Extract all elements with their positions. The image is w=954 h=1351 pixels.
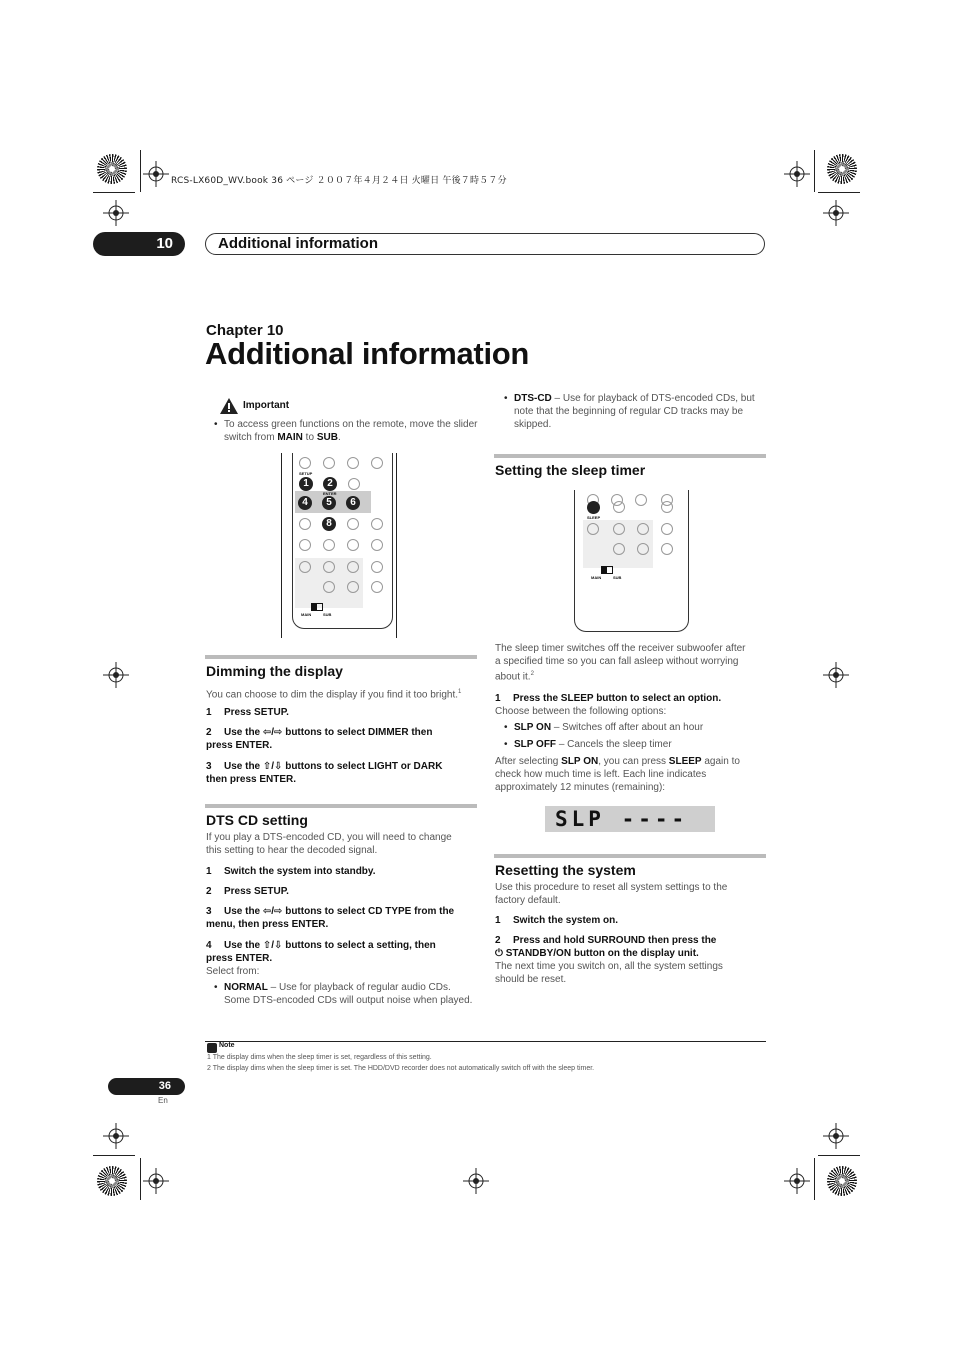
remote-button [347,561,359,573]
sub-label: SUB [613,575,622,580]
section-title-reset: Resetting the system [495,862,636,878]
remote-button [347,539,359,551]
footnote-1: 1 The display dims when the sleep timer is set, regardless of this setting. [207,1054,432,1061]
dts-step-3: 3 Use the ⇦/⇨ buttons to select CD TYPE from the menu, then press ENTER. [206,906,455,930]
remote-button [661,543,673,555]
sleep-button-icon [587,501,600,514]
section-rule [494,454,766,458]
dts-step-2: 2 Press SETUP. [206,886,289,897]
remote-button [613,543,625,555]
enter-label: ENTER [323,491,337,496]
crop-mark [814,150,815,192]
setup-label: SETUP [299,471,313,476]
important-label: Important [243,400,290,411]
page-language: En [158,1096,168,1105]
crosshair-mark [143,1168,169,1194]
reset-intro: Use this procedure to reset all system settings to the factory default. [495,882,728,906]
number-button-2: 2 [323,477,337,491]
registration-target-top-left [97,154,127,184]
remote-control-sleep-illustration [574,490,689,632]
crop-mark [818,1155,860,1156]
sleep-display-readout: SLP ---- [545,806,715,832]
note-label: Note [219,1042,235,1049]
sleep-choose: Choose between the following options: [495,706,667,717]
reset-step-1: 1 Switch the system on. [495,915,619,926]
crosshair-mark [103,662,129,688]
sleep-intro: The sleep timer switches off the receiver subwoofer after a specified time so you can fall asleep without worrying about it.$^2$ [495,643,746,683]
crosshair-mark [784,1168,810,1194]
dts-select-from: Select from: [206,966,260,977]
section-title-dimming: Dimming the display [206,663,343,679]
sleep-step-1: 1 Press the SLEEP button to select an option. [495,693,722,704]
remote-button [371,457,383,469]
crosshair-mark [143,161,169,187]
main-label: MAIN [591,575,602,580]
remote-button [613,523,625,535]
sleep-option-off: • SLP OFF – Cancels the sleep timer [504,738,672,751]
remote-button [347,581,359,593]
note-rule [205,1041,766,1042]
remote-button [637,543,649,555]
crop-mark [140,150,141,192]
footnote-2: 2 The display dims when the sleep timer is set. The HDD/DVD recorder does not automatically switch off with the sleep timer. [207,1065,595,1072]
remote-button [661,501,673,513]
crop-mark [140,1158,141,1200]
crosshair-mark [463,1168,489,1194]
remote-button [299,539,311,551]
remote-illustration-frame [396,453,397,638]
number-button-8: 8 [322,517,336,531]
crosshair-mark [103,1123,129,1149]
dts-option-normal: • NORMAL – Use for playback of regular audio CDs. Some DTS-encoded CDs will output noise when played. [214,981,489,1007]
dimming-step-3: 3 Use the ⇧/⇩ buttons to select LIGHT or DARK then press ENTER. [206,761,443,785]
dts-intro: If you play a DTS-encoded CD, you will need to change this setting to hear the decoded signal. [206,832,452,856]
registration-target-bottom-right [827,1166,857,1196]
remote-button [323,539,335,551]
important-bullet: • To access green functions on the remote, move the slider switch from MAIN to SUB. [214,418,486,444]
chapter-number-badge: 10 [93,232,185,256]
remote-button [347,518,359,530]
crop-mark [814,1158,815,1200]
sleep-option-on: • SLP ON – Switches off after about an hour [504,721,703,734]
remote-button [299,561,311,573]
section-rule [205,655,477,659]
remote-button [635,494,647,506]
warning-icon [220,398,238,414]
sleep-after: After selecting SLP ON, you can press SLEEP again to check how much time is left. Each line indicates approximately 12 minutes (remaining): [495,756,740,793]
remote-button [613,501,625,513]
remote-button [323,581,335,593]
chapter-label: Chapter 10 [206,322,284,339]
remote-button [299,518,311,530]
section-title-dts: DTS CD setting [206,812,308,828]
chapter-title: Additional information [205,336,530,371]
dts-step-4: 4 Use the ⇧/⇩ buttons to select a setting, then press ENTER. [206,940,436,964]
number-button-1: 1 [299,477,313,491]
dts-step-1: 1 Switch the system into standby. [206,866,376,877]
reset-after: The next time you switch on, all the system settings should be reset. [495,961,723,985]
remote-button [299,457,311,469]
section-rule [494,854,766,858]
running-header-title: Additional information [218,235,378,252]
section-rule [205,804,477,808]
remote-button [323,561,335,573]
crosshair-mark [823,200,849,226]
remote-button [347,457,359,469]
running-header [205,233,765,255]
crop-mark [93,1155,135,1156]
crosshair-mark [103,200,129,226]
remote-button [371,518,383,530]
number-button-4: 4 [298,496,312,510]
registration-target-bottom-left [97,1166,127,1196]
section-title-sleep: Setting the sleep timer [495,462,646,478]
file-header: RCS-LX60D_WV.book 36 ページ ２００７年４月２４日 火曜日 午後７時５７分 [171,176,507,186]
reset-step-2: 2 Press and hold SURROUND then press the ⏻ STANDBY/ON button on the display unit. [495,935,717,959]
crop-mark [93,192,135,193]
main-label: MAIN [301,612,312,617]
note-icon [207,1043,217,1053]
crosshair-mark [823,662,849,688]
dimming-intro: You can choose to dim the display if you find it too bright.$^1$ [206,689,462,701]
remote-control-illustration [292,453,393,629]
remote-button [371,539,383,551]
registration-target-top-right [827,154,857,184]
sub-label: SUB [323,612,332,617]
dimming-step-2: 2 Use the ⇦/⇨ buttons to select DIMMER then press ENTER. [206,727,433,751]
remote-button [323,457,335,469]
crop-mark [818,192,860,193]
dts-option-dtscd: • DTS-CD – Use for playback of DTS-encoded CDs, but note that the beginning of regular CD tracks may be skipped. [504,392,776,431]
remote-button [587,523,599,535]
remote-button [637,523,649,535]
number-button-5: 5 [322,496,336,510]
remote-illustration-frame [281,453,282,638]
remote-button [661,523,673,535]
main-sub-switch [311,603,323,611]
sleep-label: SLEEP [587,515,601,520]
crosshair-mark [784,161,810,187]
remote-button [371,561,383,573]
main-sub-switch [601,566,613,574]
remote-button [371,581,383,593]
number-button-6: 6 [346,496,360,510]
remote-button [348,478,360,490]
crosshair-mark [823,1123,849,1149]
page-number: 36 [108,1078,185,1095]
dimming-step-1: 1 Press SETUP. [206,707,289,718]
